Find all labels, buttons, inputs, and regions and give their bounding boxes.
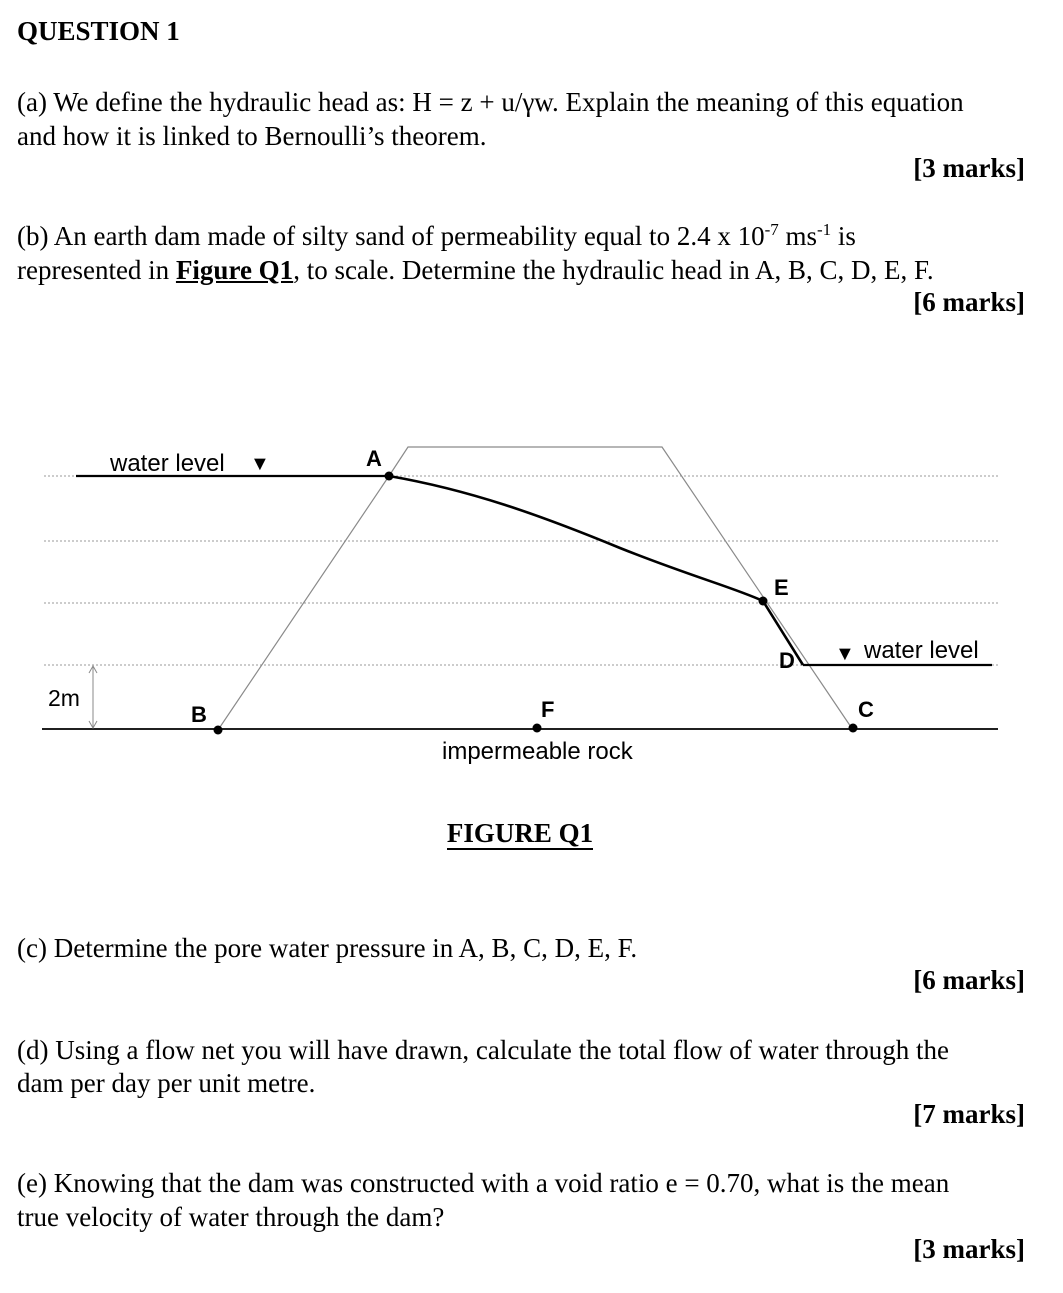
exponent-permeability: -7 [764,220,779,239]
part-d-marks: [7 marks] [913,1099,1025,1129]
impermeable-rock-label: impermeable rock [442,738,633,765]
point-f-marker [533,724,542,733]
part-a-marks: [3 marks] [913,153,1025,183]
dam-outline [218,447,853,730]
part-b-text-end: is [831,221,856,251]
part-d-line-1: (d) Using a flow net you will have drawn, calculate the total flow of water through the [17,1035,949,1065]
part-c-marks: [6 marks] [913,965,1025,995]
part-d-line-2: dam per day per unit metre. [17,1068,316,1098]
phreatic-line [389,476,803,665]
exponent-units: -1 [817,220,832,239]
part-c-line-1: (c) Determine the pore water pressure in A, B, C, D, E, F. [17,933,638,963]
part-b-line-2-end: , to scale. Determine the hydraulic head in A, B, C, D, E, F. [293,255,934,285]
water-level-right-label: water level [864,637,979,664]
point-e-label: E [774,575,789,600]
water-level-left-label: water level [110,450,225,477]
part-e-line-1: (e) Knowing that the dam was constructed with a void ratio e = 0.70, what is the mean [17,1168,950,1198]
point-e-marker [759,597,768,606]
part-b-line-2-start: represented in [17,255,176,285]
point-a-marker [385,472,394,481]
point-c-marker [849,724,858,733]
part-b-units: ms [778,221,817,251]
figure-caption-text: FIGURE Q1 [446,818,594,848]
dimension-label: 2m [48,685,80,711]
question-title: QUESTION 1 [17,16,180,46]
point-a-label: A [366,446,382,471]
point-b-label: B [191,702,207,727]
part-e-line-2: true velocity of water through the dam? [17,1202,445,1232]
point-c-label: C [858,697,874,722]
point-b-marker [214,726,223,735]
part-e-marks: [3 marks] [913,1234,1025,1264]
figure-reference: Figure Q1 [175,255,294,285]
part-a-line-1: (a) We define the hydraulic head as: H = z + u/γw. Explain the meaning of this equation [17,87,964,117]
water-level-left-triangle: ▼ [250,453,270,475]
water-level-right-triangle: ▼ [835,643,855,665]
point-d-label: D [779,648,795,673]
figure-caption [0,818,1040,849]
part-a-line-2: and how it is linked to Bernoulli’s theorem. [17,121,487,151]
part-b-marks: [6 marks] [913,287,1025,317]
point-f-label: F [541,697,555,722]
part-b-text-start: (b) An earth dam made of silty sand of permeability equal to 2.4 x 10 [17,221,765,251]
